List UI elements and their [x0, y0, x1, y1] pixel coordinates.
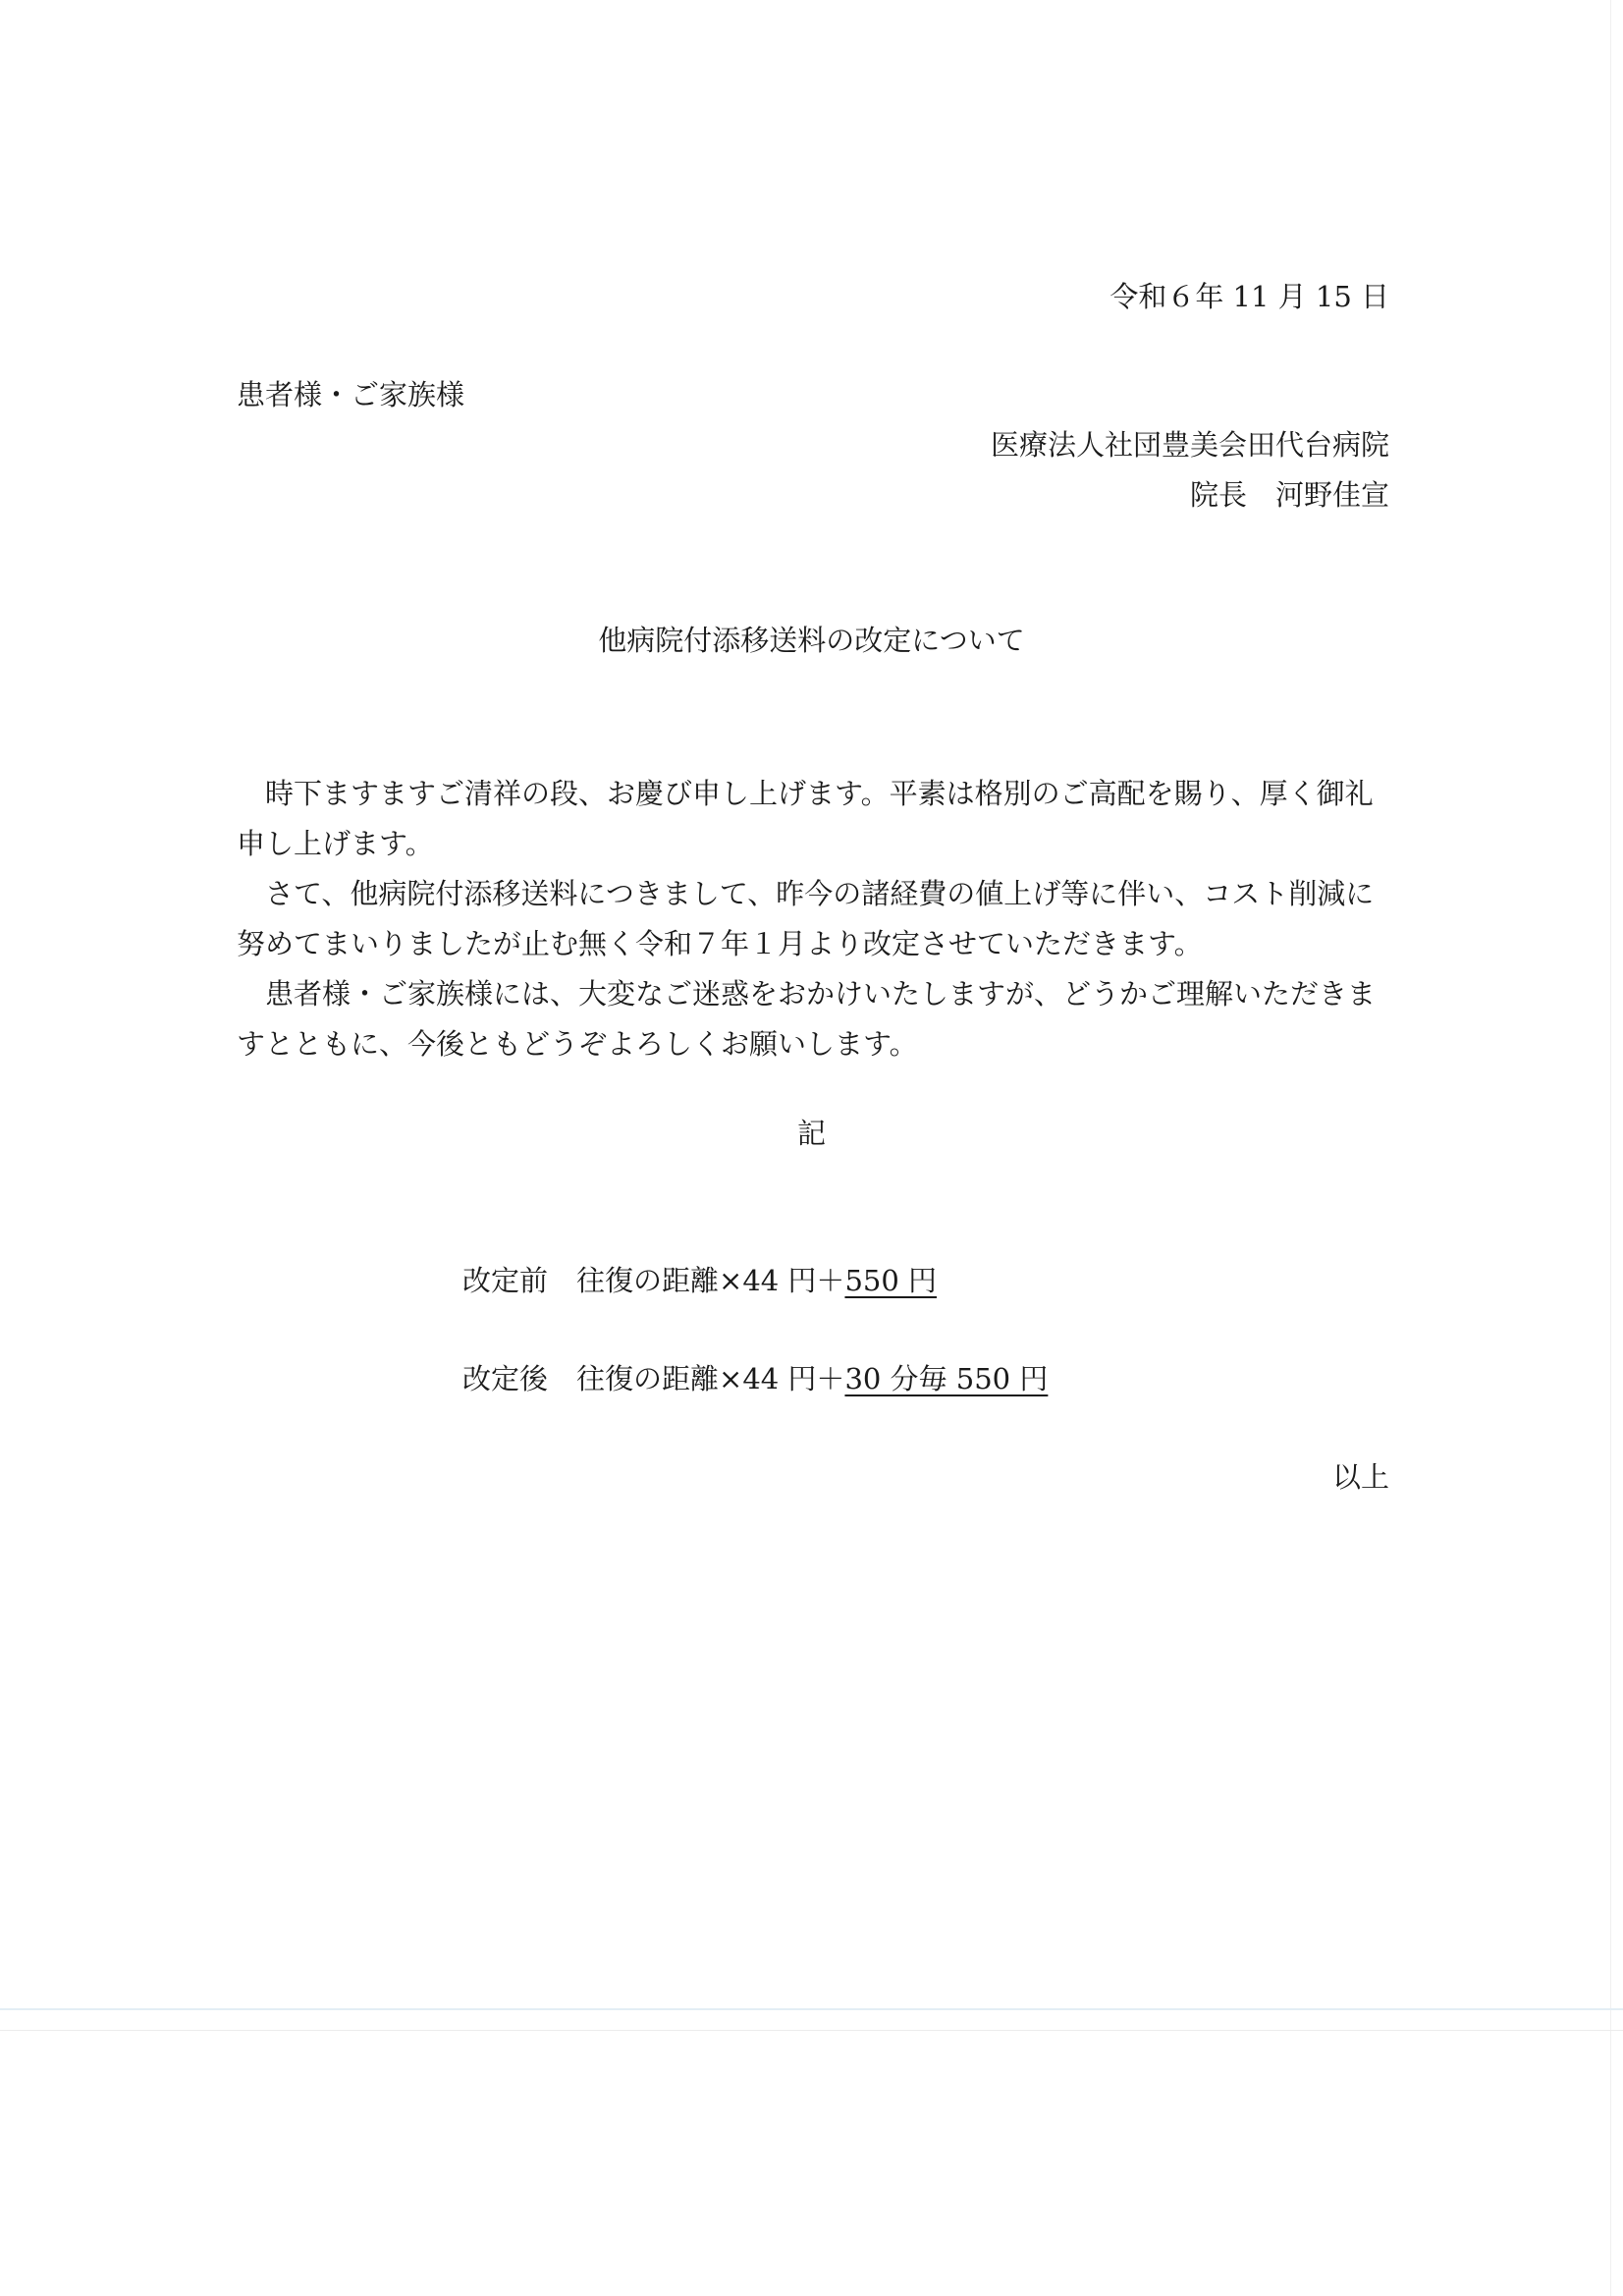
closing-ijo: 以上: [1331, 1460, 1389, 1494]
fee-item-before: [462, 1264, 938, 1297]
fee-item-label: 改定後: [462, 1362, 549, 1395]
ki-heading: 記: [796, 1117, 826, 1150]
fee-item-underlined: 550 円: [844, 1264, 938, 1297]
fee-item-formula: 往復の距離×44 円＋: [576, 1264, 845, 1297]
addressee: 患者様・ご家族様: [237, 378, 465, 411]
letter-body: [237, 769, 1393, 1069]
sender-director: 院長 河野佳宣: [1189, 478, 1389, 512]
paragraph: 時下ますますご清祥の段、お慶び申し上げます。平素は格別のご高配を賜り、厚く御礼申し上げます。: [237, 777, 1374, 860]
page-edge: [1610, 0, 1611, 2296]
sender-organization: 医療法人社団豊美会田代台病院: [990, 428, 1389, 462]
paragraph: さて、他病院付添移送料につきまして、昨今の諸経費の値上げ等に伴い、コスト削減に努めてまいりましたが止む無く令和７年１月より改定させていただきます。: [237, 877, 1375, 960]
letter-date: 令和６年 11 月 15 日: [1109, 280, 1389, 313]
paragraph: 患者様・ご家族様には、大変なご迷惑をおかけいたしますが、どうかご理解いただきますとともに、今後ともどうぞよろしくお願いします。: [237, 977, 1377, 1061]
scan-edge-line: [0, 2030, 1623, 2031]
fee-item-formula: 往復の距離×44 円＋: [576, 1362, 845, 1395]
fee-item-after: [462, 1362, 1049, 1395]
letter-title: 他病院付添移送料の改定について: [598, 624, 1025, 657]
fee-item-label: 改定前: [462, 1264, 549, 1297]
fee-item-underlined: 30 分毎 550 円: [844, 1362, 1049, 1395]
scan-edge-line: [0, 2008, 1623, 2010]
